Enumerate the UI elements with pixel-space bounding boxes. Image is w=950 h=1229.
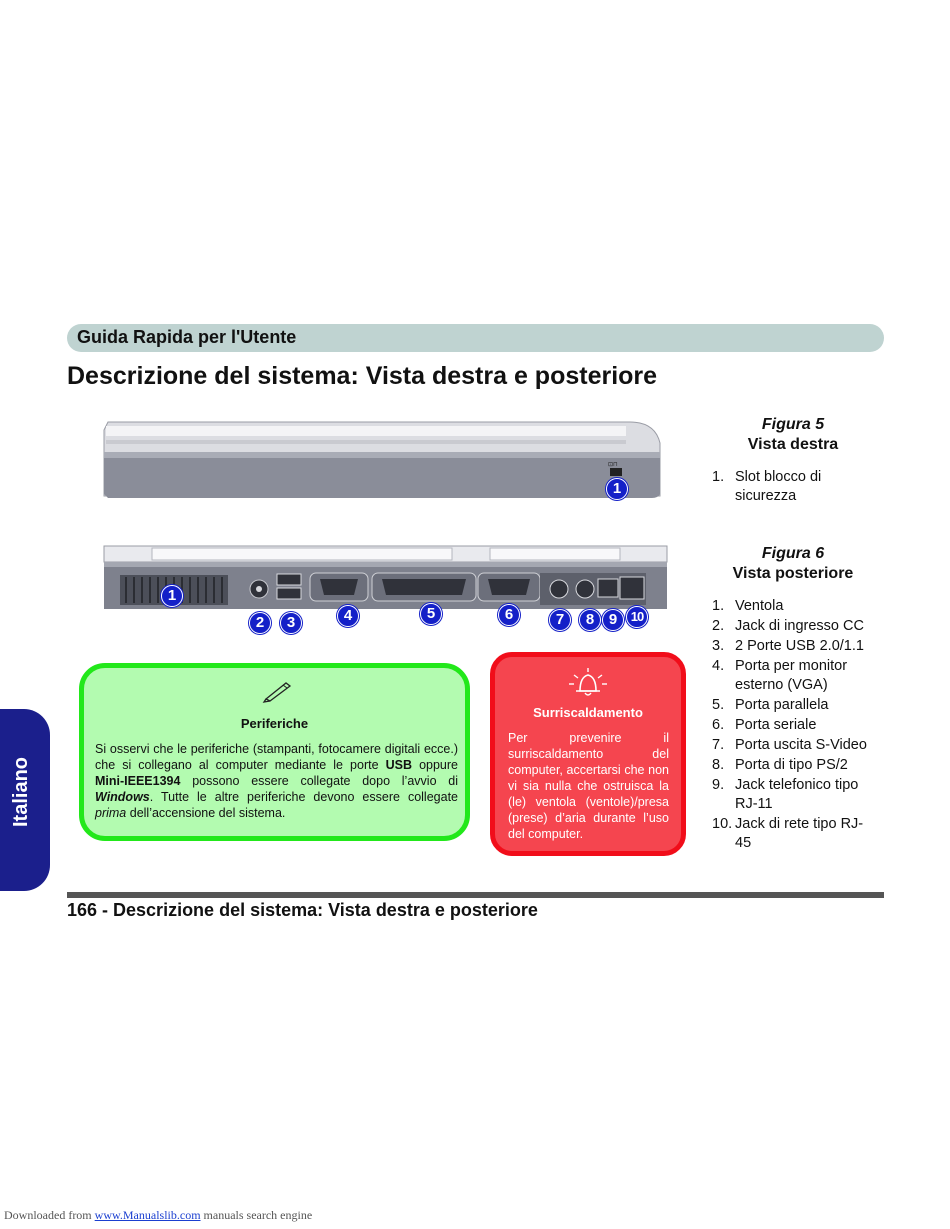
footer-page-title: 166 - Descrizione del sistema: Vista destra e posteriore	[67, 900, 538, 920]
callout-fig6-6: 6	[498, 604, 520, 626]
callout-fig6-4: 4	[337, 605, 359, 627]
note-peripherals-title: Periferiche	[240, 716, 309, 731]
alarm-bell-icon	[566, 667, 610, 697]
manualslib-link[interactable]: www.Manualslib.com	[94, 1208, 201, 1222]
figure6-subtitle: Vista posteriore	[732, 565, 854, 582]
callout-fig6-2: 2	[249, 612, 271, 634]
figure6-caption	[713, 545, 873, 583]
header-bar	[67, 324, 884, 352]
callout-fig6-10: 10	[626, 606, 648, 628]
language-label: Italiano	[10, 756, 32, 827]
note-peripherals	[79, 663, 470, 841]
footer-rule	[67, 892, 884, 898]
list-item: 3. 2 Porte USB 2.0/1.1	[712, 638, 864, 654]
note-overheating	[490, 652, 686, 856]
note-overheating-text: Per prevenire il surriscaldamento del computer, accertarsi che non vi sia nulla che ostruisca la (le) ventola (ventole)/presa (prese) d’aria durante l’uso del computer.	[508, 731, 669, 841]
callout-fig6-5: 5	[420, 603, 442, 625]
download-notice: Downloaded from www.Manualslib.com manuals search engine	[4, 1208, 313, 1222]
pen-icon	[262, 679, 294, 703]
laptop-rear-view-image	[100, 543, 670, 613]
figure-right-view	[100, 418, 665, 503]
callout-fig6-9: 9	[602, 609, 624, 631]
callout-fig5-1: 1	[606, 478, 628, 500]
callout-fig6-1: 1	[161, 585, 183, 607]
note-overheating-title: Surriscaldamento	[533, 705, 643, 720]
list-item: 10. Jack di rete tipo RJ-45	[712, 816, 864, 851]
figure6-label: Figura 6	[761, 545, 825, 562]
list-item: 9. Jack telefonico tipo RJ-11	[712, 777, 859, 812]
note-peripherals-text: Si osservi che le periferiche (stampanti, fotocamere digitali ecce.) che si collegano al computer mediante le porte USB oppure Mini-IEEE1394 possono essere collegate dopo l’avvio di Windows. Tutte le altre periferiche devono essere collegate prima dell’accensione del sistema.	[95, 742, 458, 820]
callout-fig6-7: 7	[549, 609, 571, 631]
figure5-list	[712, 468, 872, 507]
svg-text:⊡⊓: ⊡⊓	[608, 462, 618, 468]
figure5-caption	[713, 416, 873, 454]
list-item: 5. Porta parallela	[712, 697, 829, 713]
list-item: 8. Porta di tipo PS/2	[712, 757, 848, 773]
figure5-subtitle: Vista destra	[747, 436, 839, 453]
callout-fig6-8: 8	[579, 609, 601, 631]
list-item: 6. Porta seriale	[712, 717, 817, 733]
laptop-right-view-image	[100, 418, 665, 503]
figure5-label: Figura 5	[761, 416, 825, 433]
list-item: 7. Porta uscita S-Video	[712, 737, 867, 753]
list-item: 1. Ventola	[712, 598, 784, 614]
figure6-list	[712, 597, 872, 854]
list-item: 4. Porta per monitor esterno (VGA)	[712, 658, 848, 693]
callout-fig6-3: 3	[280, 612, 302, 634]
language-side-tab	[0, 709, 50, 891]
page-title: Descrizione del sistema: Vista destra e posteriore	[67, 362, 658, 390]
header-title: Guida Rapida per l'Utente	[77, 327, 297, 347]
figure-rear-view	[100, 543, 670, 638]
list-item: 1. Slot blocco di sicurezza	[712, 469, 822, 504]
list-item: 2. Jack di ingresso CC	[712, 618, 864, 634]
